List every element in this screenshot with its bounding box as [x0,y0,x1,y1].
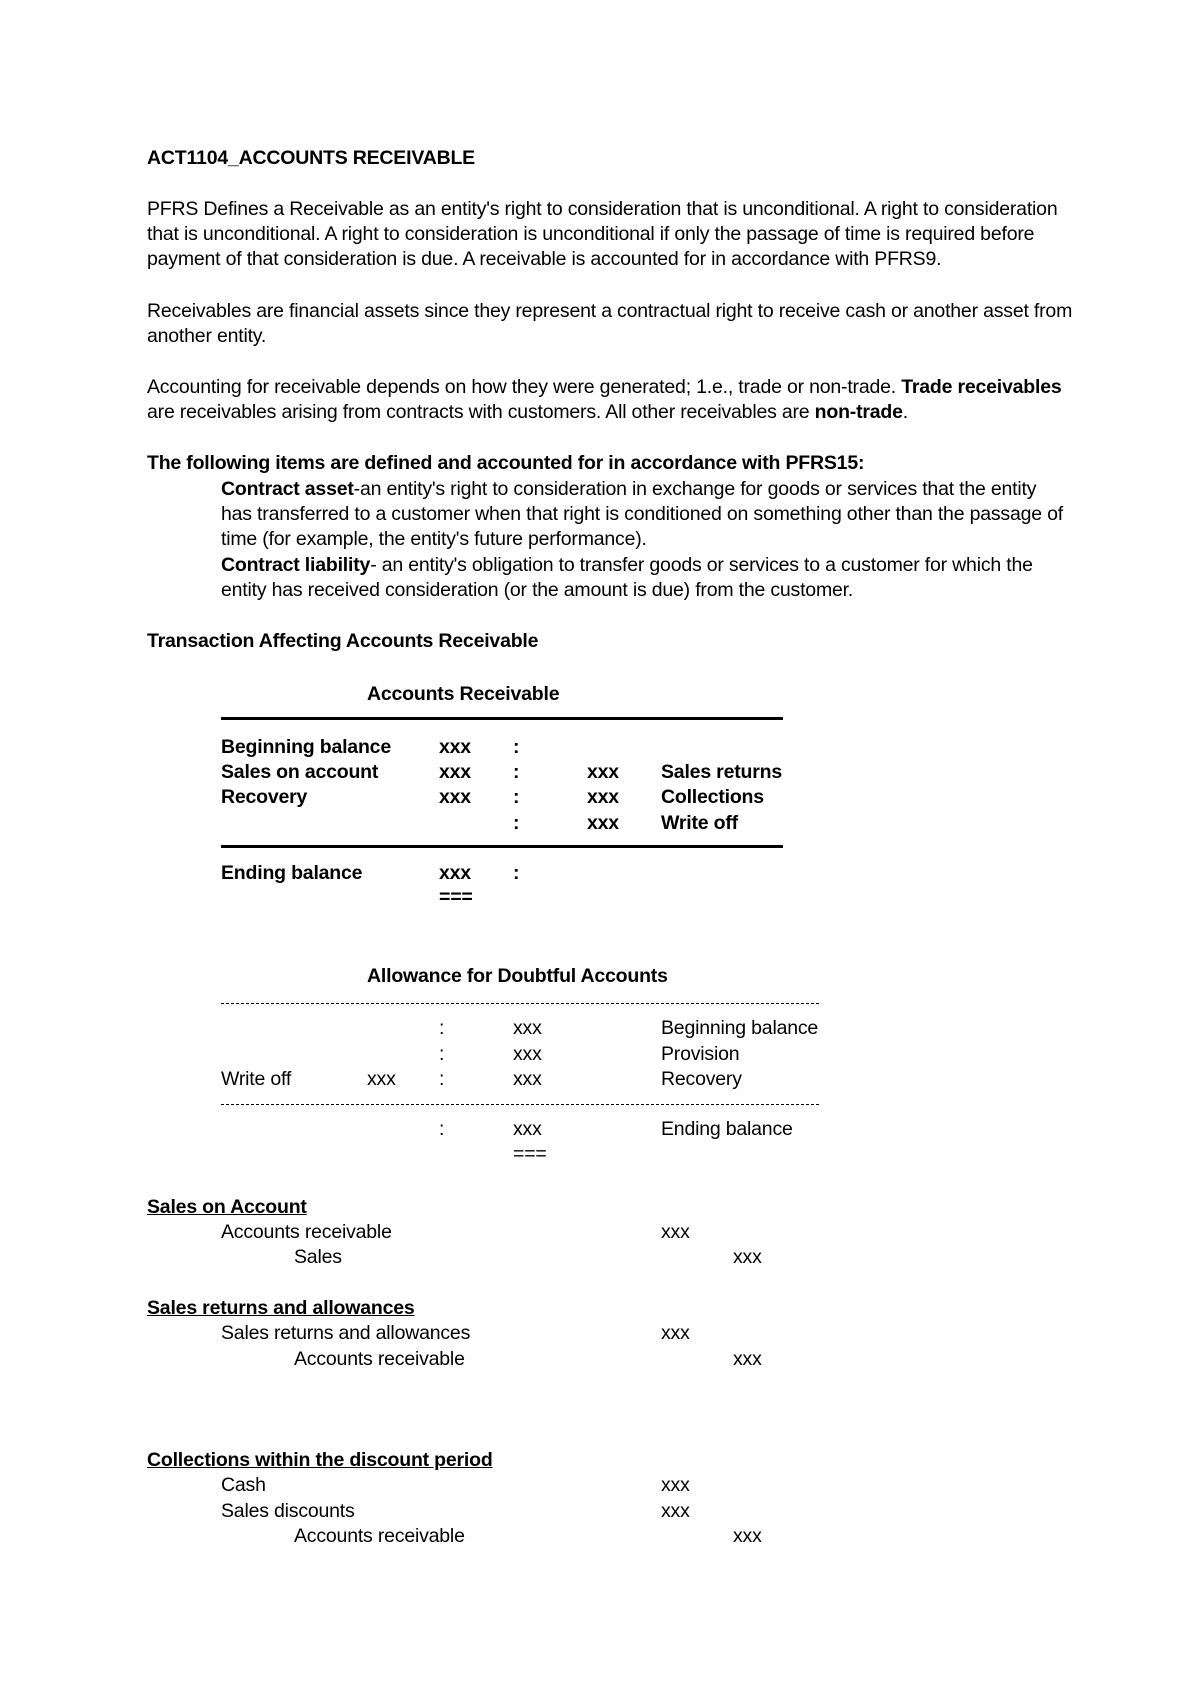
entry-credit-account: Sales [294,1246,342,1268]
entry-heading: Sales returns and allowances [147,1297,415,1319]
ar-credit-label: Sales returns [661,761,782,783]
ar-credit-amount: xxx [587,812,619,834]
allowance-debit-amount: xxx [367,1068,396,1090]
ar-debit-label: Recovery [221,786,308,808]
transactions-heading: Transaction Affecting Accounts Receivable [147,630,539,652]
entry-heading: Collections within the discount period [147,1449,493,1471]
contract-asset-term: Contract asset [221,478,354,500]
entry-credit-account: Accounts receivable [294,1525,465,1547]
contract-asset-text: -an entity's right to consideration in exchange for goods or services that the entity has transferred to a customer when that right is conditioned on something other than the passage of time (for example, the entity's future performance). [221,478,1063,550]
allowance-debit-label: Write off [221,1068,292,1090]
contract-asset-definition [221,477,1071,552]
allowance-ending-label: Ending balance [661,1118,793,1140]
contract-liability-text: - an entity's obligation to transfer goods or services to a customer for which the entity has received consideration (or the amount is due) from the customer. [221,554,1033,601]
allowance-credit-amount: xxx [513,1017,542,1039]
ar-account-title: Accounts Receivable [367,683,560,705]
ar-debit-amount: xxx [439,736,471,758]
entry-debit-amount: xxx [661,1474,690,1496]
ar-debit-amount: xxx [439,761,471,783]
allowance-credit-amount: xxx [513,1043,542,1065]
ar-colon: : [513,736,520,758]
allowance-bottom-rule [221,1104,819,1105]
ar-ending-amount: xxx [439,862,471,884]
contract-liability-term: Contract liability [221,554,371,576]
entry-debit-account: Accounts receivable [221,1221,392,1243]
allowance-colon: : [439,1068,445,1090]
allowance-colon: : [439,1118,445,1140]
intro-p3-end: . [902,401,909,423]
ar-debit-label: Beginning balance [221,736,391,758]
ar-top-rule [221,717,783,720]
entry-debit-amount: xxx [661,1221,690,1243]
intro-paragraph-2: Receivables are financial assets since they represent a contractual right to receive cash or another asset from another entity. [147,300,1073,347]
allowance-top-rule [221,1003,819,1004]
entry-debit-account: Sales discounts [221,1500,355,1522]
ar-credit-amount: xxx [587,786,619,808]
intro-p3-mid: are receivables arising from contracts with customers. All other receivables are [147,401,815,423]
ar-colon: : [513,862,520,884]
pfrs15-heading: The following items are defined and accounted for in accordance with PFRS15: [147,452,865,474]
ar-colon: : [513,786,520,808]
allowance-account-title: Allowance for Doubtful Accounts [367,965,668,987]
non-trade-term: non-trade [814,401,903,423]
intro-paragraph-3 [147,375,1077,425]
ar-colon: : [513,812,520,834]
allowance-colon: : [439,1017,445,1039]
ar-ending-label: Ending balance [221,862,363,884]
trade-receivables-term: Trade receivables [901,376,1062,398]
allowance-credit-label: Recovery [661,1068,742,1090]
entry-credit-amount: xxx [733,1246,762,1268]
contract-liability-definition [221,553,1071,603]
intro-p3-start: Accounting for receivable depends on how they were generated; 1.e., trade or non-trade. [147,376,902,398]
entry-credit-amount: xxx [733,1525,762,1547]
entry-heading: Sales on Account [147,1196,307,1218]
intro-paragraph-1: PFRS Defines a Receivable as an entity's right to consideration that is unconditional. A right to consideration that is unconditional. A right to consideration is unconditional if only the passage of time is required before payment of that consideration is due. A receivable is accounted for in accordance with PFRS9. [147,198,1058,270]
ar-credit-label: Write off [661,812,738,834]
allowance-ending-amount: xxx [513,1118,542,1140]
page-title: ACT1104_ACCOUNTS RECEIVABLE [147,147,475,169]
entry-debit-account: Cash [221,1474,266,1496]
ar-colon: : [513,761,520,783]
allowance-credit-amount: xxx [513,1068,542,1090]
entry-debit-account: Sales returns and allowances [221,1322,471,1344]
ar-double-rule: === [439,886,473,908]
ar-bottom-rule [221,845,783,848]
entry-debit-amount: xxx [661,1500,690,1522]
ar-debit-amount: xxx [439,786,471,808]
allowance-colon: : [439,1043,445,1065]
entry-debit-amount: xxx [661,1322,690,1344]
entry-credit-account: Accounts receivable [294,1348,465,1370]
entry-credit-amount: xxx [733,1348,762,1370]
ar-credit-amount: xxx [587,761,619,783]
ar-debit-label: Sales on account [221,761,379,783]
allowance-credit-label: Provision [661,1043,740,1065]
allowance-credit-label: Beginning balance [661,1017,819,1039]
ar-credit-label: Collections [661,786,764,808]
allowance-double-rule: === [513,1143,547,1165]
